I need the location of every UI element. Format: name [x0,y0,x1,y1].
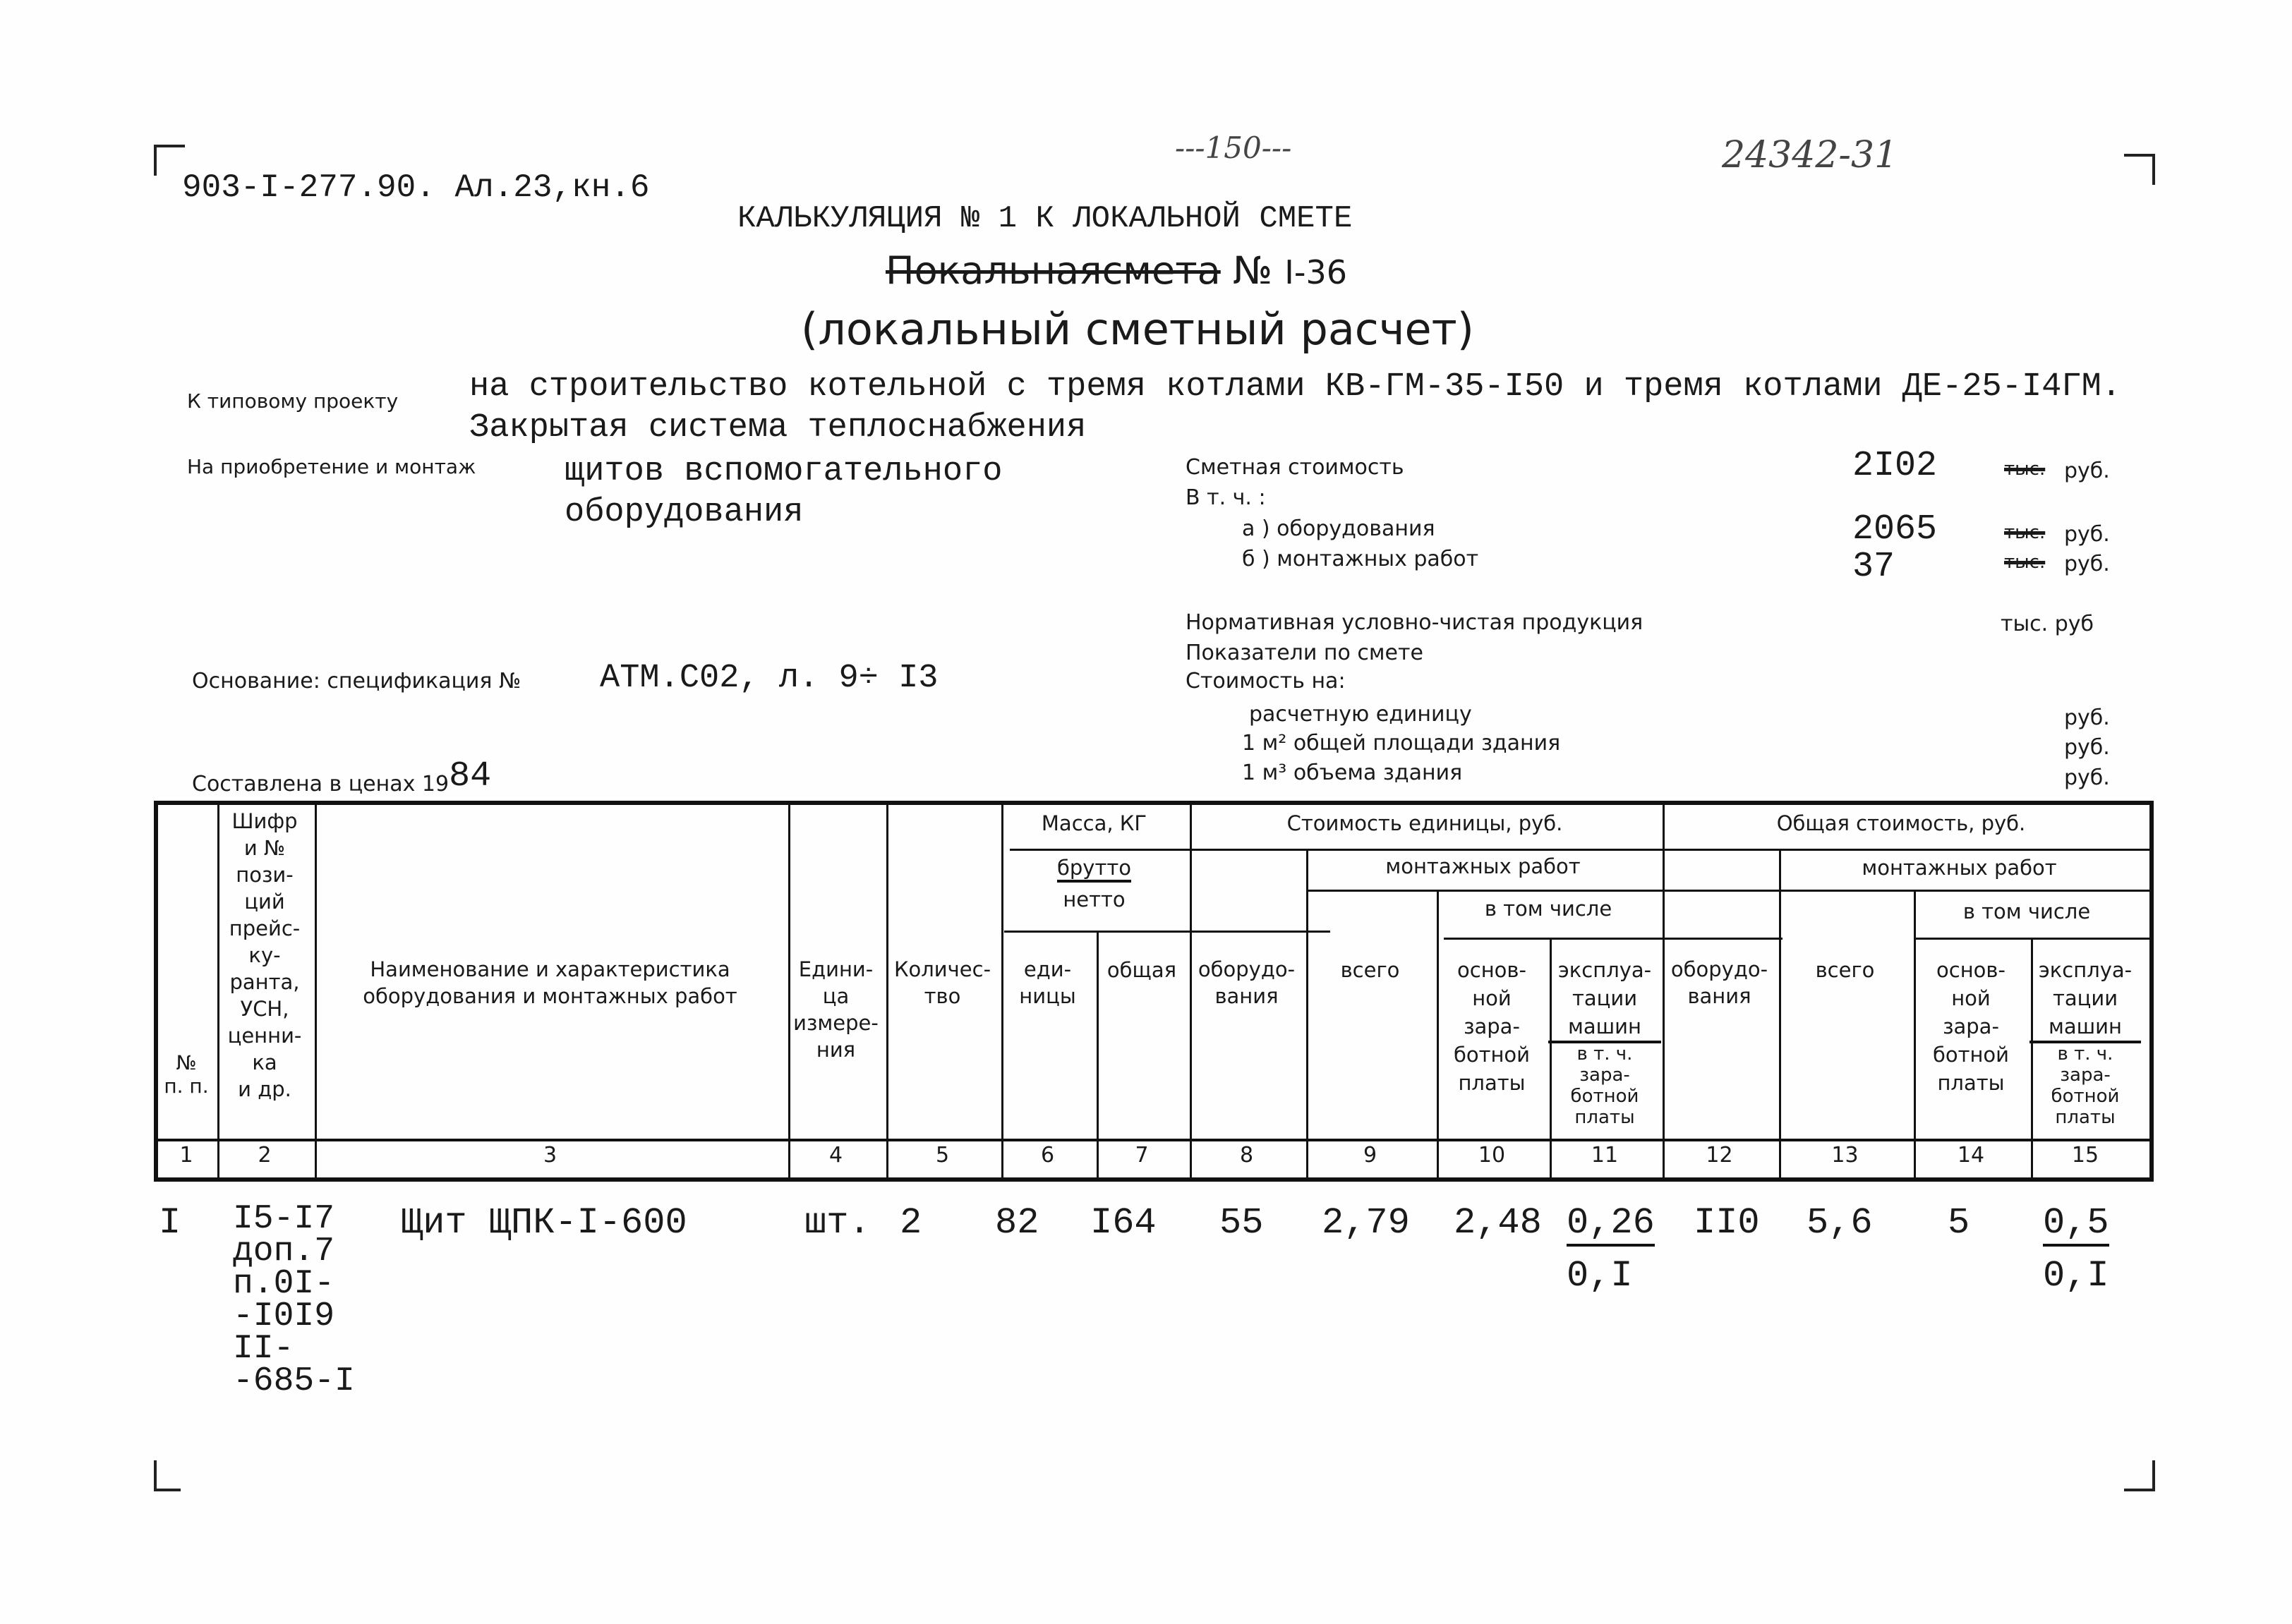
col-num: 8 [1239,1143,1254,1168]
row-total-all: 5,6 [1807,1202,1873,1244]
header-unit-mounting: монтажных работ [1385,854,1581,878]
header-total-equipment: оборудо- вания [1670,957,1768,1008]
corner-mark-bottom-right [2124,1460,2155,1491]
row-mount-all: 2,79 [1322,1202,1410,1244]
col-num: 13 [1831,1143,1859,1168]
per-unit-rub: руб. [2064,705,2110,730]
project-line-2: Закрытая система теплоснабжения [469,409,1087,447]
per-unit-label: расчетную единицу [1249,702,1472,727]
header-name: Наименование и характеристика оборудования и монтажных работ [363,957,737,1008]
header-unit-cost: Стоимость единицы, руб. [1286,811,1563,835]
cost-struck-3: тыс. [2004,552,2046,573]
price-year: 84 [449,756,492,796]
col-num: 12 [1706,1143,1733,1168]
equipment-cost-value: 2065 [1852,509,1938,550]
header-qty: Количес- тво [893,957,991,1008]
row-mass-total: I64 [1090,1202,1157,1244]
indicators-label: Показатели по смете [1186,641,1423,665]
estimate-number: I-36 [1284,253,1347,291]
col-num: 10 [1478,1143,1506,1168]
basis-label: Основание: спецификация № [192,669,521,693]
number-label: № [1232,248,1273,293]
document-code: 903-I-277.90. Ал.23,кн.6 [182,169,650,206]
estimate-title [886,248,1347,293]
normative-unit: тыс. руб [2001,612,2094,636]
row-total-machines: 0,5 [2043,1203,2109,1247]
col-num: 6 [1040,1143,1055,1168]
mounting-cost-value: 37 [1852,547,1895,587]
basis-value: АТМ.С02, л. 9÷ I3 [600,660,939,697]
cost-per-label: Стоимость на: [1186,669,1346,693]
corner-mark-top-left [154,145,185,176]
per-volume-rub: руб. [2064,765,2110,790]
header-unit-base: основ- ной зара- ботной платы [1453,958,1531,1095]
cost-incl: В т. ч. : [1186,485,1266,510]
header-mass: Масса, КГ [1041,811,1147,835]
cost-unit-3: руб. [2064,552,2110,576]
page-number: ---150--- [1175,131,1292,165]
col-num: 2 [258,1143,272,1168]
col-num: 11 [1591,1143,1619,1168]
row-mount-machines: 0,26 [1567,1203,1655,1247]
header-total-mounting: монтажных работ [1862,856,2057,880]
col-num: 9 [1363,1143,1377,1168]
row-no: I [159,1202,181,1244]
header-total-base: основ- ной зара- ботной платы [1932,958,2010,1095]
col-num: 15 [2071,1143,2099,1168]
normative-label: Нормативная условно-чистая продукция [1186,610,1643,635]
header-no: № п. п. [164,1051,209,1098]
purpose-line-2: оборудования [565,494,804,531]
cost-label: Сметная стоимость [1186,455,1404,480]
col-num: 14 [1957,1143,1985,1168]
struck-title: Покальнаясмета [886,248,1221,293]
header-unit: Едини- ца измере- ния [793,957,879,1062]
row-mount-machines-pay: 0,I [1567,1255,1633,1297]
calculation-title: КАЛЬКУЛЯЦИЯ № 1 К ЛОКАЛЬНОЙ СМЕТЕ [737,201,1353,236]
row-mount-base: 2,48 [1454,1202,1542,1244]
col-num: 7 [1135,1143,1149,1168]
prices-label: Составлена в ценах 1984 [192,756,492,796]
row-qty: 2 [900,1202,922,1244]
header-unit-all: всего [1340,958,1400,982]
col-num: 4 [828,1143,843,1168]
header-mass-total: общая [1106,958,1177,982]
header-code: Шифр и № пози- ций прейс- ку- ранта, УСН, ценни- ка и др. [227,809,302,1101]
corner-mark-bottom-left [154,1460,181,1491]
col-num: 1 [179,1143,193,1168]
equipment-cost-label: а ) оборудования [1242,516,1435,541]
row-mass-unit: 82 [995,1202,1039,1244]
row-total-machines-pay: 0,I [2043,1255,2109,1297]
header-unit-incl: в том числе [1484,897,1612,921]
row-total-base: 5 [1948,1202,1970,1244]
header-unit-machines: эксплуа- тации машин в т. ч. зара- ботной платы [1548,956,1661,1128]
row-code: I5-I7 доп.7 п.0I- -I0I9 II- -685-I [233,1200,355,1400]
row-name: Щит ЩПК-I-600 [401,1202,687,1244]
estimate-subtitle: (локальный сметный расчет) [801,303,1474,355]
purpose-line-1: щитов вспомогательного [565,453,1003,490]
per-area-label: 1 м² общей площади здания [1242,731,1561,756]
per-volume-label: 1 м³ объема здания [1242,761,1463,785]
header-total-machines: эксплуа- тации машин в т. ч. зара- ботной платы [2029,956,2141,1128]
cost-struck-2: тыс. [2004,522,2046,543]
col-num: 3 [543,1143,557,1168]
col-num: 5 [935,1143,950,1168]
header-total-all: всего [1815,958,1875,982]
header-unit-equipment: оборудо- вания [1198,957,1296,1008]
row-total-equip: II0 [1694,1202,1760,1244]
project-line-1: на строительство котельной с тремя котлами КВ-ГМ-35-I50 и тремя котлами ДЕ-25-I4ГМ. [469,368,2121,406]
cost-unit-1: руб. [2064,459,2110,483]
cost-struck-1: тыс. [2004,459,2046,480]
header-total-incl: в том числе [1962,899,2091,923]
header-mass-unit: еди- ницы [1019,957,1076,1008]
per-area-rub: руб. [2064,735,2110,760]
header-netto: нетто [1063,887,1126,911]
mounting-cost-label: б ) монтажных работ [1242,547,1479,571]
cost-value: 2I02 [1852,446,1938,486]
header-brutto: брутто [1000,854,1188,883]
stamp-number: 24342-31 [1722,134,1898,176]
corner-mark-top-right [2124,154,2155,185]
project-label: К типовому проекту [187,389,399,413]
purpose-label: На приобретение и монтаж [187,455,476,478]
row-equip-unit: 55 [1219,1202,1264,1244]
cost-unit-2: руб. [2064,522,2110,547]
header-total-cost: Общая стоимость, руб. [1776,811,2026,835]
row-unit: шт. [804,1202,871,1244]
